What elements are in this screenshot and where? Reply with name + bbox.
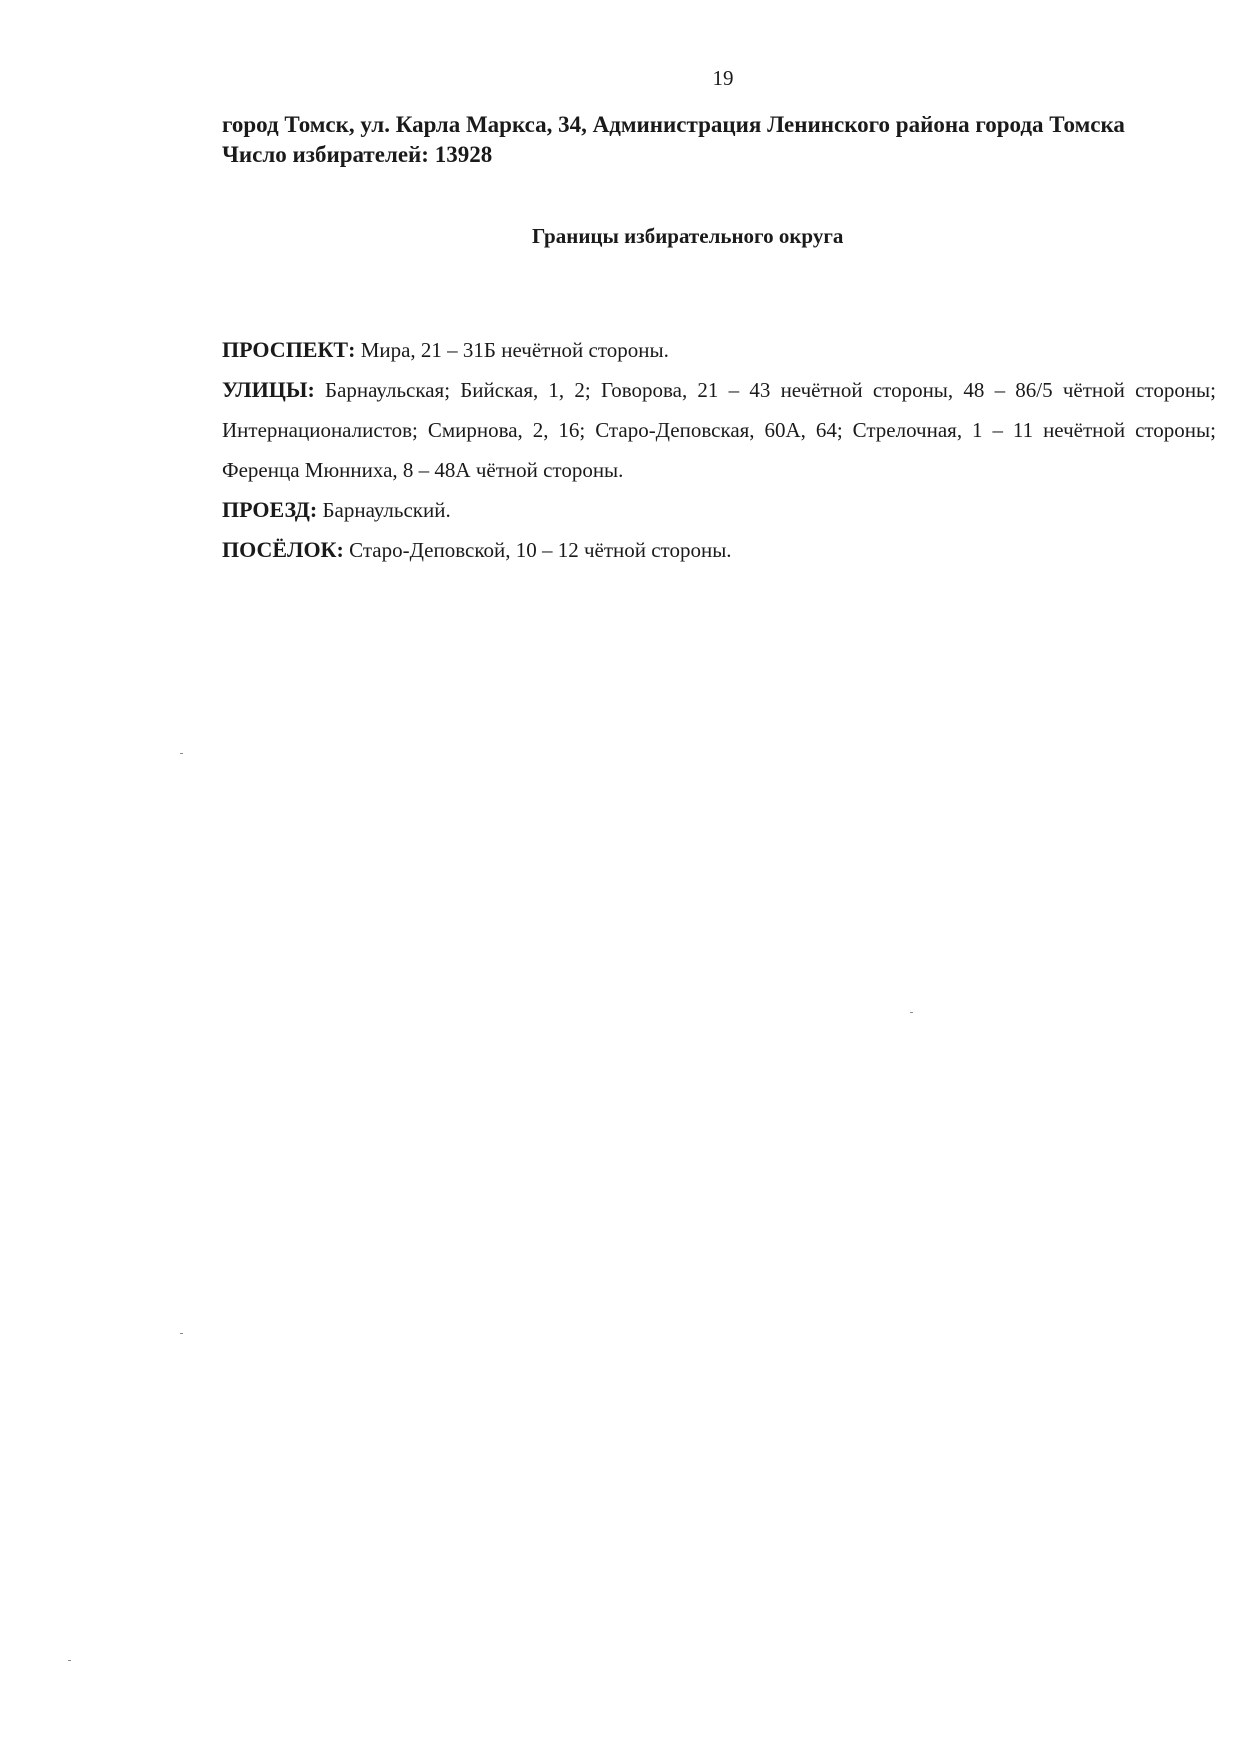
district-boundaries [222,330,1216,570]
document-header [222,110,1222,170]
voters-count-value: 13928 [434,142,493,167]
entry-proezd [222,490,1216,530]
scan-speck [180,753,183,754]
section-title: Границы избирательного округа [532,224,844,248]
voters-count-label: Число избирателей: [222,142,429,167]
entry-label: УЛИЦЫ: [222,377,315,402]
page-number: 19 [712,66,734,90]
entry-label: ПРОСПЕКТ: [222,337,356,362]
polling-station-address: город Томск, ул. Карла Маркса, 34, Администрация Ленинского района города Томска [222,112,1125,137]
scan-speck [68,1660,71,1661]
entry-label: ПРОЕЗД: [222,497,318,522]
voters-count-line [222,140,1222,170]
entry-text: Барнаульская; Бийская, 1, 2; Говорова, 21 – 43 нечётной стороны, 48 – 86/5 чётной стороны; Интернационалистов; Смирнова, 2, 16; Старо-Деповская, 60А, 64; Стрелочная, 1 – 11 нечётной стороны; Ференца Мюнниха, 8 – 48А чётной стороны. [222,378,1216,482]
scan-speck [180,1333,183,1334]
entry-text: Мира, 21 – 31Б нечётной стороны. [360,338,669,362]
scan-speck [910,1012,913,1013]
entry-poselok [222,530,1216,570]
entry-prospekt [222,330,1216,370]
entry-text: Барнаульский. [322,498,451,522]
entry-ulitsy [222,370,1216,490]
entry-text: Старо-Деповской, 10 – 12 чётной стороны. [349,538,732,562]
entry-label: ПОСЁЛОК: [222,537,344,562]
